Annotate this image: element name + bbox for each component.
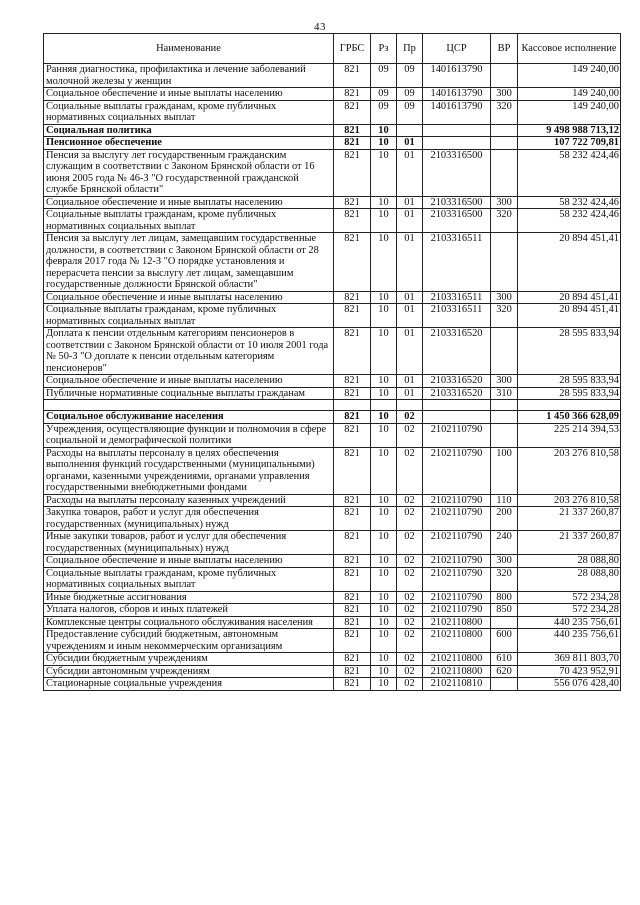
cell-name: Социальные выплаты гражданам, кроме публичных нормативных социальных выплат bbox=[44, 304, 334, 328]
cell-grbs: 821 bbox=[334, 328, 371, 375]
cell-vr: 320 bbox=[491, 100, 518, 124]
cell-rz: 10 bbox=[371, 447, 397, 494]
cell-name: Субсидии бюджетным учреждениям bbox=[44, 653, 334, 666]
cell-vr: 300 bbox=[491, 88, 518, 101]
cell-vr: 620 bbox=[491, 665, 518, 678]
cell-name: Социальная политика bbox=[44, 124, 334, 137]
cell-csr bbox=[423, 137, 491, 150]
cell-grbs: 821 bbox=[334, 591, 371, 604]
cell-pr: 02 bbox=[397, 653, 423, 666]
cell-csr bbox=[423, 411, 491, 424]
cell-amount: 70 423 952,91 bbox=[518, 665, 621, 678]
cell-grbs: 821 bbox=[334, 196, 371, 209]
cell-csr: 2102110800 bbox=[423, 653, 491, 666]
cell-vr bbox=[491, 616, 518, 629]
header-rz: Рз bbox=[371, 34, 397, 64]
cell-grbs: 821 bbox=[334, 423, 371, 447]
cell-csr: 1401613790 bbox=[423, 88, 491, 101]
cell-pr: 02 bbox=[397, 411, 423, 424]
table-row bbox=[44, 423, 621, 447]
cell-rz: 10 bbox=[371, 678, 397, 691]
cell-csr: 2102110790 bbox=[423, 494, 491, 507]
cell-name: Социальное обеспечение и иные выплаты населению bbox=[44, 291, 334, 304]
cell-grbs: 821 bbox=[334, 64, 371, 88]
cell-name: Ранняя диагностика, профилактика и лечение заболеваний молочной железы у женщин bbox=[44, 64, 334, 88]
cell-vr bbox=[491, 64, 518, 88]
cell-grbs: 821 bbox=[334, 88, 371, 101]
table-row bbox=[44, 629, 621, 653]
table-row bbox=[44, 531, 621, 555]
cell-rz: 09 bbox=[371, 88, 397, 101]
cell-pr: 02 bbox=[397, 629, 423, 653]
cell-pr: 01 bbox=[397, 137, 423, 150]
cell-rz: 10 bbox=[371, 591, 397, 604]
header-vr: ВР bbox=[491, 34, 518, 64]
cell-amount: 58 232 424,46 bbox=[518, 149, 621, 196]
table-body bbox=[44, 64, 621, 691]
cell-csr: 2102110800 bbox=[423, 665, 491, 678]
cell-rz: 10 bbox=[371, 137, 397, 150]
cell-name: Социальные выплаты гражданам, кроме публичных нормативных социальных выплат bbox=[44, 100, 334, 124]
cell-pr: 01 bbox=[397, 149, 423, 196]
cell-grbs: 821 bbox=[334, 387, 371, 400]
cell-csr: 2102110790 bbox=[423, 531, 491, 555]
cell-grbs: 821 bbox=[334, 447, 371, 494]
cell-rz: 10 bbox=[371, 604, 397, 617]
cell-pr: 01 bbox=[397, 328, 423, 375]
cell-csr: 2103316500 bbox=[423, 149, 491, 196]
cell-name: Стационарные социальные учреждения bbox=[44, 678, 334, 691]
spacer-row bbox=[44, 400, 621, 411]
cell-grbs: 821 bbox=[334, 375, 371, 388]
cell-csr: 2102110790 bbox=[423, 447, 491, 494]
cell-amount: 149 240,00 bbox=[518, 64, 621, 88]
table-row bbox=[44, 555, 621, 568]
table-header-row bbox=[44, 34, 621, 64]
cell-csr bbox=[423, 124, 491, 137]
cell-name: Социальные выплаты гражданам, кроме публичных нормативных социальных выплат bbox=[44, 209, 334, 233]
table-row bbox=[44, 375, 621, 388]
cell-name: Социальное обеспечение и иные выплаты населению bbox=[44, 375, 334, 388]
cell-rz: 10 bbox=[371, 629, 397, 653]
table-row bbox=[44, 100, 621, 124]
empty-cell bbox=[397, 400, 423, 411]
table-row bbox=[44, 291, 621, 304]
cell-grbs: 821 bbox=[334, 291, 371, 304]
cell-pr: 02 bbox=[397, 665, 423, 678]
header-pr: Пр bbox=[397, 34, 423, 64]
empty-cell bbox=[423, 400, 491, 411]
table-row bbox=[44, 653, 621, 666]
cell-name: Пенсия за выслугу лет лицам, замещавшим государственные должности, в соответствии с Законом Брянской области от 28 февраля 2017 года № 12-З "О порядке установления и перерасчета пенсии за выслугу лет лицам, замещавшим государственные должности Брянской области" bbox=[44, 233, 334, 292]
cell-pr: 02 bbox=[397, 531, 423, 555]
cell-csr: 2103316511 bbox=[423, 291, 491, 304]
table-row bbox=[44, 665, 621, 678]
cell-vr: 320 bbox=[491, 209, 518, 233]
cell-vr bbox=[491, 411, 518, 424]
cell-amount: 58 232 424,46 bbox=[518, 196, 621, 209]
table-row bbox=[44, 567, 621, 591]
empty-cell bbox=[334, 400, 371, 411]
cell-vr: 320 bbox=[491, 304, 518, 328]
table-row bbox=[44, 137, 621, 150]
table-row bbox=[44, 387, 621, 400]
cell-name: Социальное обеспечение и иные выплаты населению bbox=[44, 555, 334, 568]
cell-rz: 10 bbox=[371, 555, 397, 568]
cell-name: Иные закупки товаров, работ и услуг для обеспечения государственных (муниципальных) нужд bbox=[44, 531, 334, 555]
table-row bbox=[44, 124, 621, 137]
cell-vr: 800 bbox=[491, 591, 518, 604]
cell-name: Уплата налогов, сборов и иных платежей bbox=[44, 604, 334, 617]
cell-vr bbox=[491, 137, 518, 150]
cell-vr: 300 bbox=[491, 291, 518, 304]
cell-amount: 556 076 428,40 bbox=[518, 678, 621, 691]
cell-vr bbox=[491, 149, 518, 196]
cell-vr: 600 bbox=[491, 629, 518, 653]
cell-name: Иные бюджетные ассигнования bbox=[44, 591, 334, 604]
header-grbs: ГРБС bbox=[334, 34, 371, 64]
cell-rz: 10 bbox=[371, 507, 397, 531]
cell-grbs: 821 bbox=[334, 233, 371, 292]
cell-grbs: 821 bbox=[334, 678, 371, 691]
cell-amount: 28 595 833,94 bbox=[518, 375, 621, 388]
cell-rz: 09 bbox=[371, 100, 397, 124]
cell-csr: 2102110790 bbox=[423, 567, 491, 591]
cell-pr: 02 bbox=[397, 423, 423, 447]
cell-amount: 28 088,80 bbox=[518, 555, 621, 568]
cell-vr: 300 bbox=[491, 555, 518, 568]
cell-name: Субсидии автономным учреждениям bbox=[44, 665, 334, 678]
cell-grbs: 821 bbox=[334, 616, 371, 629]
cell-pr: 02 bbox=[397, 604, 423, 617]
cell-grbs: 821 bbox=[334, 507, 371, 531]
cell-csr: 2103316520 bbox=[423, 328, 491, 375]
cell-amount: 20 894 451,41 bbox=[518, 291, 621, 304]
cell-rz: 10 bbox=[371, 494, 397, 507]
table-row bbox=[44, 196, 621, 209]
cell-rz: 10 bbox=[371, 233, 397, 292]
cell-grbs: 821 bbox=[334, 567, 371, 591]
cell-rz: 09 bbox=[371, 64, 397, 88]
cell-name: Социальные выплаты гражданам, кроме публичных нормативных социальных выплат bbox=[44, 567, 334, 591]
cell-name: Пенсия за выслугу лет государственным гражданским служащим в соответствии с Законом Брянской области от 16 июня 2005 года № 46-З "О государственной гражданской службе Брянской области" bbox=[44, 149, 334, 196]
empty-cell bbox=[491, 400, 518, 411]
cell-vr: 300 bbox=[491, 375, 518, 388]
cell-pr: 09 bbox=[397, 88, 423, 101]
table-row bbox=[44, 328, 621, 375]
cell-rz: 10 bbox=[371, 665, 397, 678]
table-row bbox=[44, 447, 621, 494]
cell-amount: 203 276 810,58 bbox=[518, 447, 621, 494]
cell-name: Социальное обеспечение и иные выплаты населению bbox=[44, 196, 334, 209]
cell-csr: 2103316500 bbox=[423, 196, 491, 209]
cell-pr: 02 bbox=[397, 591, 423, 604]
empty-cell bbox=[518, 400, 621, 411]
cell-pr: 01 bbox=[397, 209, 423, 233]
cell-grbs: 821 bbox=[334, 653, 371, 666]
cell-csr: 2103316511 bbox=[423, 304, 491, 328]
cell-amount: 28 595 833,94 bbox=[518, 328, 621, 375]
cell-vr: 850 bbox=[491, 604, 518, 617]
table-row bbox=[44, 591, 621, 604]
cell-grbs: 821 bbox=[334, 555, 371, 568]
cell-grbs: 821 bbox=[334, 531, 371, 555]
cell-csr: 2102110790 bbox=[423, 507, 491, 531]
table-row bbox=[44, 494, 621, 507]
cell-amount: 20 894 451,41 bbox=[518, 233, 621, 292]
cell-name: Предоставление субсидий бюджетным, автономным учреждениям и иным некоммерческим организациям bbox=[44, 629, 334, 653]
cell-pr: 01 bbox=[397, 233, 423, 292]
cell-amount: 9 498 988 713,12 bbox=[518, 124, 621, 137]
cell-amount: 21 337 260,87 bbox=[518, 507, 621, 531]
cell-csr: 2102110790 bbox=[423, 423, 491, 447]
cell-rz: 10 bbox=[371, 328, 397, 375]
cell-pr: 02 bbox=[397, 494, 423, 507]
table-row bbox=[44, 209, 621, 233]
cell-amount: 440 235 756,61 bbox=[518, 629, 621, 653]
cell-name: Комплексные центры социального обслуживания населения bbox=[44, 616, 334, 629]
empty-cell bbox=[371, 400, 397, 411]
cell-vr: 240 bbox=[491, 531, 518, 555]
cell-pr: 09 bbox=[397, 100, 423, 124]
cell-vr bbox=[491, 678, 518, 691]
cell-amount: 149 240,00 bbox=[518, 100, 621, 124]
cell-name: Учреждения, осуществляющие функции и полномочия в сфере социальной и демографической политики bbox=[44, 423, 334, 447]
cell-amount: 572 234,28 bbox=[518, 604, 621, 617]
cell-amount: 28 088,80 bbox=[518, 567, 621, 591]
cell-grbs: 821 bbox=[334, 494, 371, 507]
cell-name: Социальное обеспечение и иные выплаты населению bbox=[44, 88, 334, 101]
cell-pr: 02 bbox=[397, 447, 423, 494]
page-number: 43 bbox=[314, 21, 326, 33]
cell-name: Расходы на выплаты персоналу в целях обеспечения выполнения функций государственными (муниципальными) органами, казенными учреждениями, органами управления государственными внебюджетными фондами bbox=[44, 447, 334, 494]
cell-csr: 2103316520 bbox=[423, 375, 491, 388]
cell-amount: 21 337 260,87 bbox=[518, 531, 621, 555]
cell-csr: 2102110790 bbox=[423, 591, 491, 604]
cell-rz: 10 bbox=[371, 124, 397, 137]
cell-rz: 10 bbox=[371, 209, 397, 233]
cell-grbs: 821 bbox=[334, 604, 371, 617]
cell-rz: 10 bbox=[371, 304, 397, 328]
cell-name: Социальное обслуживание населения bbox=[44, 411, 334, 424]
cell-name: Закупка товаров, работ и услуг для обеспечения государственных (муниципальных) нужд bbox=[44, 507, 334, 531]
cell-pr: 01 bbox=[397, 291, 423, 304]
cell-amount: 20 894 451,41 bbox=[518, 304, 621, 328]
cell-rz: 10 bbox=[371, 149, 397, 196]
cell-grbs: 821 bbox=[334, 124, 371, 137]
budget-execution-table bbox=[43, 33, 621, 691]
cell-pr: 01 bbox=[397, 375, 423, 388]
cell-amount: 28 595 833,94 bbox=[518, 387, 621, 400]
cell-vr bbox=[491, 233, 518, 292]
cell-rz: 10 bbox=[371, 196, 397, 209]
cell-rz: 10 bbox=[371, 375, 397, 388]
cell-amount: 369 811 803,70 bbox=[518, 653, 621, 666]
cell-amount: 203 276 810,58 bbox=[518, 494, 621, 507]
cell-csr: 1401613790 bbox=[423, 100, 491, 124]
cell-csr: 2102110790 bbox=[423, 555, 491, 568]
cell-amount: 149 240,00 bbox=[518, 88, 621, 101]
cell-amount: 1 450 366 628,09 bbox=[518, 411, 621, 424]
cell-grbs: 821 bbox=[334, 304, 371, 328]
cell-rz: 10 bbox=[371, 291, 397, 304]
table-row bbox=[44, 64, 621, 88]
cell-name: Публичные нормативные социальные выплаты гражданам bbox=[44, 387, 334, 400]
cell-pr: 02 bbox=[397, 678, 423, 691]
cell-vr bbox=[491, 124, 518, 137]
cell-csr: 2102110790 bbox=[423, 604, 491, 617]
cell-csr: 2102110800 bbox=[423, 629, 491, 653]
cell-grbs: 821 bbox=[334, 137, 371, 150]
cell-amount: 440 235 756,61 bbox=[518, 616, 621, 629]
cell-csr: 2103316500 bbox=[423, 209, 491, 233]
cell-rz: 10 bbox=[371, 653, 397, 666]
header-csr: ЦСР bbox=[423, 34, 491, 64]
cell-name: Расходы на выплаты персоналу казенных учреждений bbox=[44, 494, 334, 507]
cell-grbs: 821 bbox=[334, 411, 371, 424]
cell-amount: 572 234,28 bbox=[518, 591, 621, 604]
cell-csr: 2103316511 bbox=[423, 233, 491, 292]
cell-csr: 2102110800 bbox=[423, 616, 491, 629]
table-row bbox=[44, 88, 621, 101]
cell-rz: 10 bbox=[371, 531, 397, 555]
header-name: Наименование bbox=[44, 34, 334, 64]
cell-vr bbox=[491, 328, 518, 375]
cell-vr: 200 bbox=[491, 507, 518, 531]
cell-csr: 2102110810 bbox=[423, 678, 491, 691]
table-row bbox=[44, 678, 621, 691]
table-row bbox=[44, 604, 621, 617]
cell-vr: 100 bbox=[491, 447, 518, 494]
cell-pr: 02 bbox=[397, 555, 423, 568]
cell-vr bbox=[491, 423, 518, 447]
cell-rz: 10 bbox=[371, 423, 397, 447]
cell-vr: 300 bbox=[491, 196, 518, 209]
cell-pr: 02 bbox=[397, 616, 423, 629]
cell-rz: 10 bbox=[371, 567, 397, 591]
cell-amount: 107 722 709,81 bbox=[518, 137, 621, 150]
cell-pr: 09 bbox=[397, 64, 423, 88]
cell-pr bbox=[397, 124, 423, 137]
table-row bbox=[44, 233, 621, 292]
cell-amount: 225 214 394,53 bbox=[518, 423, 621, 447]
cell-pr: 01 bbox=[397, 196, 423, 209]
cell-grbs: 821 bbox=[334, 665, 371, 678]
cell-vr: 310 bbox=[491, 387, 518, 400]
cell-name: Доплата к пенсии отдельным категориям пенсионеров в соответствии с Законом Брянской области от 10 июля 2001 года № 50-З "О доплате к пенсии отдельным категориям пенсионеров" bbox=[44, 328, 334, 375]
cell-vr: 320 bbox=[491, 567, 518, 591]
table-row bbox=[44, 411, 621, 424]
table-row bbox=[44, 304, 621, 328]
cell-rz: 10 bbox=[371, 616, 397, 629]
cell-vr: 610 bbox=[491, 653, 518, 666]
cell-grbs: 821 bbox=[334, 100, 371, 124]
table-row bbox=[44, 616, 621, 629]
cell-pr: 01 bbox=[397, 387, 423, 400]
cell-pr: 02 bbox=[397, 567, 423, 591]
cell-amount: 58 232 424,46 bbox=[518, 209, 621, 233]
table-row bbox=[44, 149, 621, 196]
cell-pr: 01 bbox=[397, 304, 423, 328]
cell-grbs: 821 bbox=[334, 149, 371, 196]
cell-grbs: 821 bbox=[334, 629, 371, 653]
cell-csr: 2103316520 bbox=[423, 387, 491, 400]
empty-cell bbox=[44, 400, 334, 411]
cell-rz: 10 bbox=[371, 411, 397, 424]
cell-grbs: 821 bbox=[334, 209, 371, 233]
cell-csr: 1401613790 bbox=[423, 64, 491, 88]
cell-name: Пенсионное обеспечение bbox=[44, 137, 334, 150]
cell-vr: 110 bbox=[491, 494, 518, 507]
table-row bbox=[44, 507, 621, 531]
header-amount: Кассовое исполнение bbox=[518, 34, 621, 64]
cell-pr: 02 bbox=[397, 507, 423, 531]
cell-rz: 10 bbox=[371, 387, 397, 400]
